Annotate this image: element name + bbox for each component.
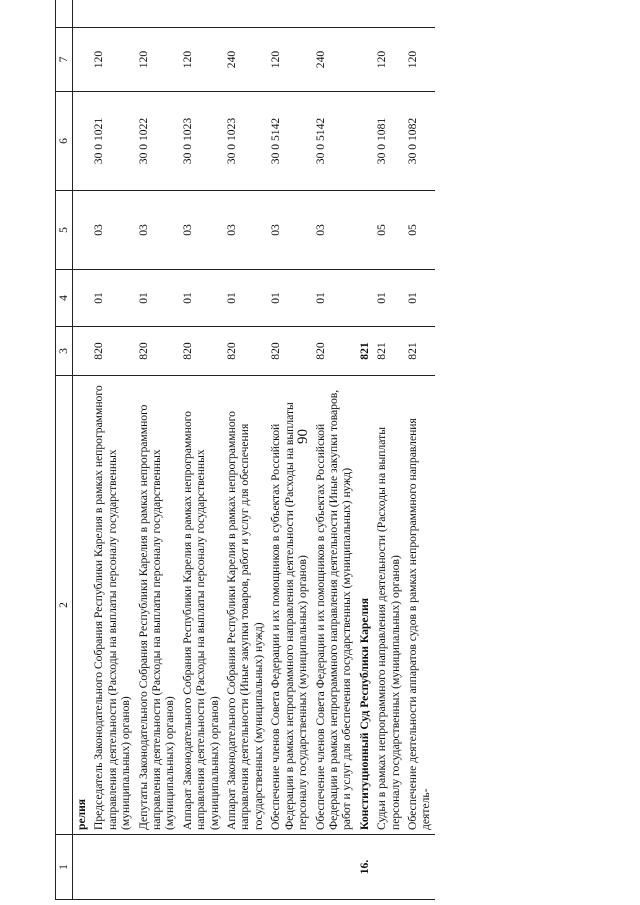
row-number-cell: [135, 835, 179, 900]
subsection-code-cell: 03: [179, 191, 223, 270]
expense-type-cell: 120: [373, 28, 404, 92]
table-row: [267, 0, 311, 900]
subsection-code-cell: 03: [267, 191, 311, 270]
amount-plan-cell: [312, 0, 356, 28]
section-code-cell: 01: [135, 270, 179, 327]
section-code-cell: 01: [312, 270, 356, 327]
header-col-7: 7: [56, 28, 73, 92]
section-code-cell: [73, 270, 91, 327]
header-col-6: 6: [56, 92, 73, 191]
ministry-code-cell: 820: [179, 327, 223, 376]
target-item-cell: 30 0 1023: [179, 92, 223, 191]
row-number-cell: [73, 835, 91, 900]
subsection-code-cell: 03: [312, 191, 356, 270]
expense-type-cell: 240: [223, 28, 267, 92]
ministry-code-cell: 820: [223, 327, 267, 376]
table-body: [73, 0, 435, 900]
table-row: [179, 0, 223, 900]
header-col-2: 2: [56, 376, 73, 835]
subsection-code-cell: 03: [223, 191, 267, 270]
header-col-8: [56, 0, 73, 28]
subsection-code-cell: 05: [373, 191, 404, 270]
ministry-code-cell: 820: [90, 327, 134, 376]
table-row: [223, 0, 267, 900]
row-name-cell: Депутаты Законодательного Собрания Республики Карелия в рамках непрограммного направления деятельности (Расходы на выплаты персоналу государственных (муниципальных) органов): [135, 376, 179, 835]
subsection-code-cell: [356, 191, 373, 270]
target-item-cell: 30 0 5142: [312, 92, 356, 191]
row-name-cell: Аппарат Законодательного Собрания Республики Карелия в рамках непрограммного направления деятельности (Иные закупки товаров, работ и услуг для обеспечения государственных (муниципальных) нужд): [223, 376, 267, 835]
expense-type-cell: 120: [267, 28, 311, 92]
subsection-code-cell: 03: [135, 191, 179, 270]
row-name-cell: релия: [73, 376, 91, 835]
budget-table: [55, 0, 435, 900]
row-name-cell: Обеспечение членов Совета Федерации и их помощников в субъектах Российской Федерации в рамках непрограммного направления деятельности (Расходы на выплаты персоналу государственных (муниципальных) органов): [267, 376, 311, 835]
row-number-cell: [90, 835, 134, 900]
section-code-cell: 01: [90, 270, 134, 327]
expense-type-cell: [356, 28, 373, 92]
page-number: 90: [295, 429, 311, 444]
section-code-cell: 01: [404, 270, 435, 327]
row-number-cell: [267, 835, 311, 900]
amount-plan-cell: [135, 0, 179, 28]
row-name-cell: Аппарат Законодательного Собрания Республики Карелия в рамках непрограммного направления деятельности (Расходы на выплаты персоналу государственных (муниципальных) органов): [179, 376, 223, 835]
target-item-cell: 30 0 1082: [404, 92, 435, 191]
expense-type-cell: 120: [404, 28, 435, 92]
target-item-cell: 30 0 1023: [223, 92, 267, 191]
row-number-cell: [404, 835, 435, 900]
amount-plan-cell: [90, 0, 134, 28]
expense-type-cell: 120: [135, 28, 179, 92]
ministry-code-cell: 821: [404, 327, 435, 376]
table-row: [356, 0, 373, 900]
expense-type-cell: 120: [90, 28, 134, 92]
section-code-cell: [356, 270, 373, 327]
header-col-1: 1: [56, 835, 73, 900]
amount-plan-cell: [267, 0, 311, 28]
ministry-code-cell: 820: [135, 327, 179, 376]
subsection-code-cell: 03: [90, 191, 134, 270]
section-code-cell: 01: [223, 270, 267, 327]
section-code-cell: 01: [373, 270, 404, 327]
amount-plan-cell: [73, 0, 91, 28]
row-name-cell: Конституционный Суд Республики Карелия: [356, 376, 373, 835]
ministry-code-cell: 821: [373, 327, 404, 376]
header-col-5: 5: [56, 191, 73, 270]
row-number-cell: [373, 835, 404, 900]
row-name-cell: Председатель Законодательного Собрания Республики Карелия в рамках непрограммного направления деятельности (Расходы на выплаты персоналу государственных (муниципальных) органов): [90, 376, 134, 835]
section-code-cell: 01: [267, 270, 311, 327]
expense-type-cell: 120: [179, 28, 223, 92]
expense-type-cell: [73, 28, 91, 92]
amount-plan-cell: [356, 0, 373, 28]
row-name-cell: Судьи в рамках непрограммного направления деятельности (Расходы на выплаты персоналу государственных (муниципальных) органов): [373, 376, 404, 835]
header-col-4: 4: [56, 270, 73, 327]
target-item-cell: [73, 92, 91, 191]
table-row: [73, 0, 91, 900]
table-row: [373, 0, 404, 900]
table-row: [312, 0, 356, 900]
target-item-cell: 30 0 5142: [267, 92, 311, 191]
section-code-cell: 01: [179, 270, 223, 327]
row-number-cell: [179, 835, 223, 900]
subsection-code-cell: 05: [404, 191, 435, 270]
ministry-code-cell: 821: [356, 327, 373, 376]
row-number-cell: [223, 835, 267, 900]
table-row: [90, 0, 134, 900]
subsection-code-cell: [73, 191, 91, 270]
header-col-3: 3: [56, 327, 73, 376]
ministry-code-cell: [73, 327, 91, 376]
amount-plan-cell: [179, 0, 223, 28]
ministry-code-cell: 820: [267, 327, 311, 376]
amount-plan-cell: [404, 0, 435, 28]
table-row: [404, 0, 435, 900]
row-number-cell: [312, 835, 356, 900]
target-item-cell: 30 0 1022: [135, 92, 179, 191]
amount-plan-cell: [223, 0, 267, 28]
table-row: [135, 0, 179, 900]
target-item-cell: 30 0 1021: [90, 92, 134, 191]
ministry-code-cell: 820: [312, 327, 356, 376]
budget-table-sheet: [55, 0, 575, 900]
row-number-cell: 16.: [356, 835, 373, 900]
target-item-cell: [356, 92, 373, 191]
row-name-cell: Обеспечение деятельности аппаратов судов в рамках непрограммного направления деятель-: [404, 376, 435, 835]
target-item-cell: 30 0 1081: [373, 92, 404, 191]
amount-plan-cell: [373, 0, 404, 28]
header-row: [56, 0, 73, 900]
row-name-cell: Обеспечение членов Совета Федерации и их помощников в субъектах Российской Федерации в рамках непрограммного направления деятельности (Иные закупки товаров, работ и услуг для обеспечения государственных (муниципальных) нужд): [312, 376, 356, 835]
expense-type-cell: 240: [312, 28, 356, 92]
